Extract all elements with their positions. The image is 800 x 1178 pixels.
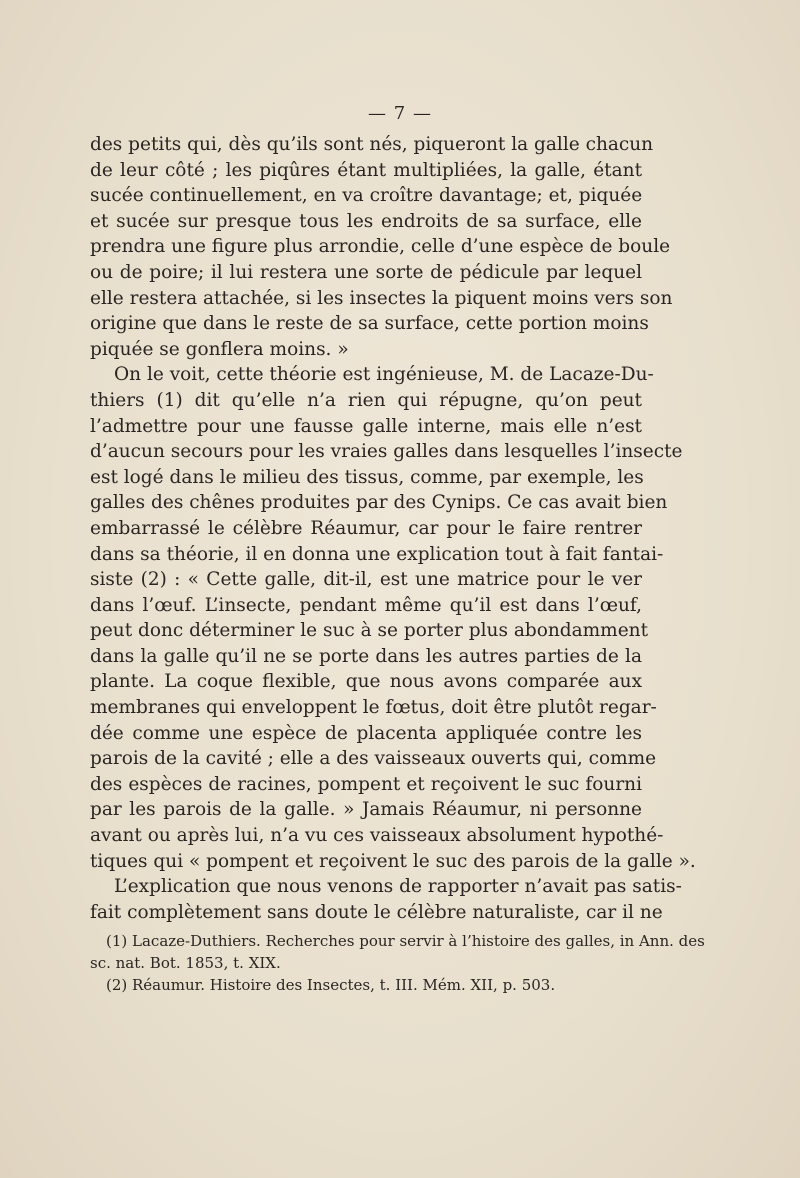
text-line: des petits qui, dès qu’ils sont nés, piqueront la galle chacun (90, 134, 654, 155)
text-line: et sucée sur presque tous les endroits de sa surface, elle (90, 210, 642, 232)
text-line: On le voit, cette théorie est ingénieuse, M. de Lacaze-Du- (114, 364, 654, 386)
text-line: parois de la cavité ; elle a des vaisseaux ouverts qui, comme (90, 748, 657, 770)
text-line: elle restera attachée, si les insectes la piquent moins vers son (90, 287, 673, 309)
text-line: dans la galle qu’il ne se porte dans les autres parties de la (90, 645, 642, 667)
text-line: l’admettre pour une fausse galle interne, mais elle n’est (90, 415, 642, 437)
text-line: embarrassé le célèbre Réaumur, car pour le faire rentrer (90, 517, 642, 539)
text-line: par les parois de la galle. » Jamais Réaumur, ni personne (90, 799, 642, 821)
text-line: avant ou après lui, n’a vu ces vaisseaux absolument hypothé- (90, 825, 664, 847)
text-line: est logé dans le milieu des tissus, comme, par exemple, les (90, 466, 644, 488)
body-text (90, 132, 696, 925)
text-line: de leur côté ; les piqûres étant multipliées, la galle, étant (90, 159, 642, 181)
text-line: ou de poire; il lui restera une sorte de pédicule par lequel (90, 261, 642, 283)
text-line: piquée se gonflera moins. » (90, 338, 349, 360)
text-line: plante. La coque flexible, que nous avons comparée aux (90, 671, 642, 693)
text-line: dans l’œuf. L’insecte, pendant même qu’il est dans l’œuf, (90, 594, 642, 616)
text-line: dans sa théorie, il en donna une explication tout à fait fantai- (90, 543, 664, 565)
text-line: dée comme une espèce de placenta appliquée contre les (90, 722, 642, 744)
text-line: galles des chênes produites par des Cynips. Ce cas avait bien (90, 492, 668, 514)
text-line: fait complètement sans doute le célèbre naturaliste, car il ne (90, 901, 663, 923)
text-line: origine que dans le reste de sa surface, cette portion moins (90, 313, 649, 335)
text-line: d’aucun secours pour les vraies galles dans lesquelles l’insecte (90, 441, 683, 463)
footnote-line: (1) Lacaze-Duthiers. Recherches pour servir à l’histoire des galles, in Ann. des (106, 932, 705, 950)
text-line: tiques qui « pompent et reçoivent le suc des parois de la galle ». (90, 850, 696, 872)
text-line: thiers (1) dit qu’elle n’a rien qui répugne, qu’on peut (90, 389, 642, 411)
text-line: peut donc déterminer le suc à se porter plus abondamment (90, 620, 649, 642)
footnote-line: (2) Réaumur. Histoire des Insectes, t. III. Mém. XII, p. 503. (106, 976, 556, 994)
text-line: des espèces de racines, pompent et reçoivent le suc fourni (90, 773, 642, 795)
text-line: sucée continuellement, en va croître davantage; et, piquée (90, 185, 643, 207)
text-line: prendra une figure plus arrondie, celle d’une espèce de boule (90, 236, 671, 258)
footnote-line: sc. nat. Bot. 1853, t. XIX. (90, 954, 281, 972)
footnotes (90, 930, 705, 996)
page-number: — 7 — (368, 103, 432, 124)
text-line: siste (2) : « Cette galle, dit-il, est une matrice pour le ver (90, 569, 642, 591)
text-line: L’explication que nous venons de rapporter n’avait pas satis- (114, 876, 682, 898)
text-line: membranes qui enveloppent le fœtus, doit être plutôt regar- (90, 697, 657, 719)
